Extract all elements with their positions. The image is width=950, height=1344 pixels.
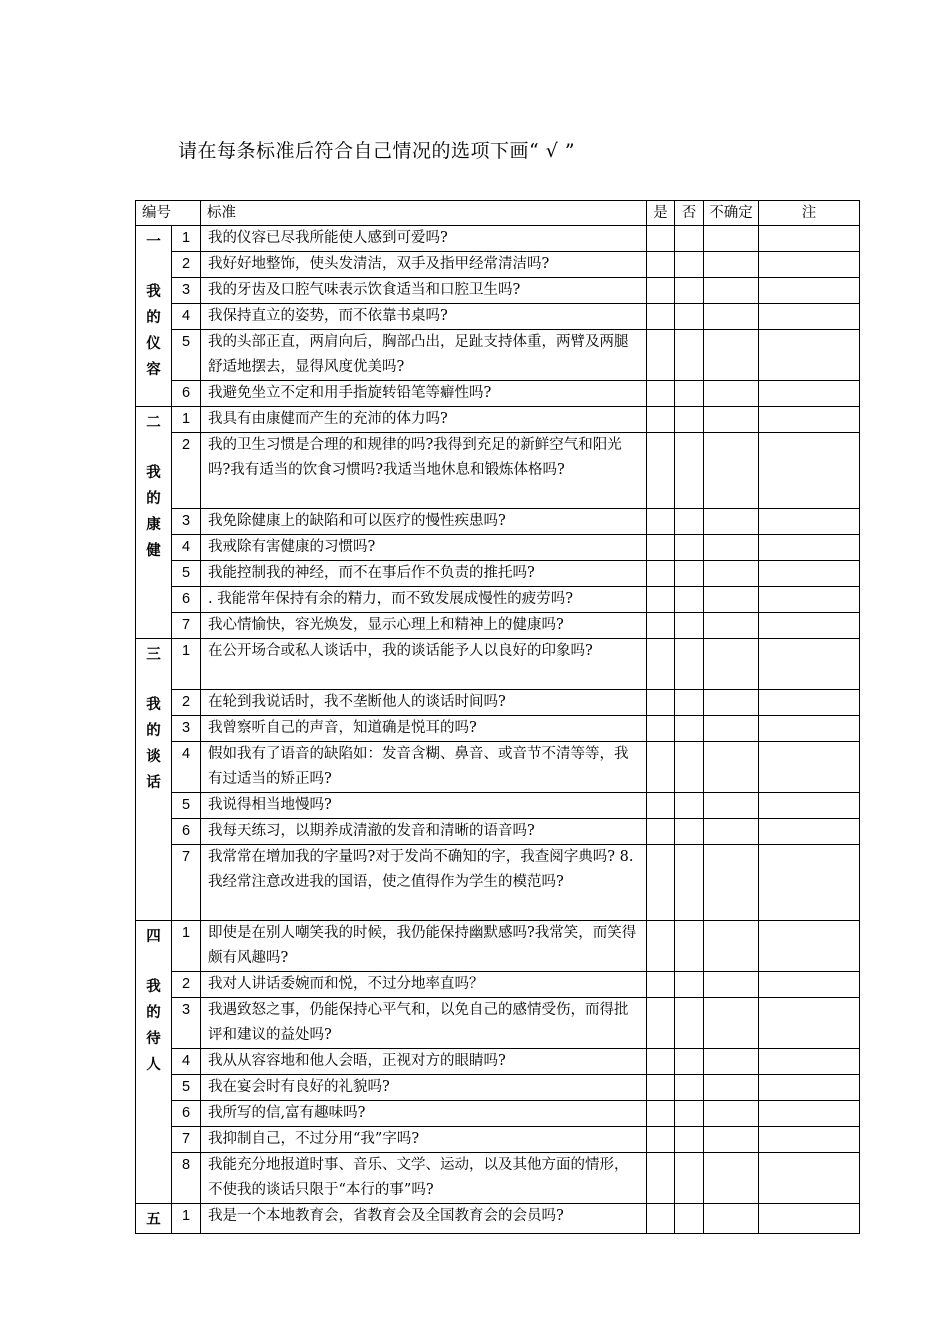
section-number: 三 [146, 646, 161, 663]
table-row [136, 1204, 860, 1234]
item-standard: 我能控制我的神经，而不在事后作不负责的推托吗? [201, 561, 647, 587]
header-yes: 是 [647, 201, 675, 226]
note-cell[interactable] [759, 1127, 860, 1153]
unsure-cell[interactable] [704, 509, 759, 535]
unsure-cell[interactable] [704, 433, 759, 509]
item-standard: 我的卫生习惯是合理的和规律的吗?我得到充足的新鲜空气和阳光吗?我有适当的饮食习惯吗?我适当地休息和锻炼体格吗? [201, 433, 647, 509]
note-cell[interactable] [759, 1153, 860, 1204]
no-cell[interactable] [675, 716, 704, 742]
table-row [136, 535, 860, 561]
no-cell[interactable] [675, 509, 704, 535]
section-number: 二 [146, 414, 161, 431]
item-index: 3 [172, 509, 201, 535]
item-index: 2 [172, 433, 201, 509]
yes-cell[interactable] [647, 252, 675, 278]
no-cell[interactable] [675, 1204, 704, 1234]
unsure-cell[interactable] [704, 1049, 759, 1075]
no-cell[interactable] [675, 613, 704, 639]
item-standard: 我所写的信,富有趣味吗? [201, 1101, 647, 1127]
section-title-char: 的 [146, 1004, 161, 1021]
unsure-cell[interactable] [704, 330, 759, 381]
yes-cell[interactable] [647, 793, 675, 819]
section-title-char: 待 [146, 1030, 161, 1047]
table-row [136, 407, 860, 433]
note-cell[interactable] [759, 433, 860, 509]
item-index: 2 [172, 252, 201, 278]
table-row [136, 845, 860, 921]
yes-cell[interactable] [647, 1049, 675, 1075]
no-cell[interactable] [675, 690, 704, 716]
unsure-cell[interactable] [704, 304, 759, 330]
item-standard: 我戒除有害健康的习惯吗? [201, 535, 647, 561]
table-row [136, 509, 860, 535]
item-index: 5 [172, 561, 201, 587]
item-standard: 我具有由康健而产生的充沛的体力吗? [201, 407, 647, 433]
no-cell[interactable] [675, 304, 704, 330]
section-cell [136, 639, 172, 921]
section-title-char: 的 [146, 309, 161, 326]
item-standard: 我好好地整饰，使头发清洁，双手及指甲经常清洁吗? [201, 252, 647, 278]
item-standard: 我对人讲话委婉而和悦，不过分地率直吗？ [201, 972, 647, 998]
section-title-char: 话 [146, 774, 161, 791]
yes-cell[interactable] [647, 278, 675, 304]
no-cell[interactable] [675, 819, 704, 845]
table-row [136, 381, 860, 407]
yes-cell[interactable] [647, 1153, 675, 1204]
item-index: 1 [172, 921, 201, 972]
note-cell[interactable] [759, 690, 860, 716]
section-title [136, 974, 171, 1078]
item-index: 1 [172, 407, 201, 433]
item-index: 4 [172, 1049, 201, 1075]
unsure-cell[interactable] [704, 1075, 759, 1101]
note-cell[interactable] [759, 278, 860, 304]
yes-cell[interactable] [647, 330, 675, 381]
yes-cell[interactable] [647, 381, 675, 407]
yes-cell[interactable] [647, 407, 675, 433]
section-title [136, 692, 171, 796]
section-title-char: 仪 [146, 335, 161, 352]
note-cell[interactable] [759, 1204, 860, 1234]
note-cell[interactable] [759, 407, 860, 433]
item-standard: 我保持直立的姿势，而不依靠书桌吗? [201, 304, 647, 330]
yes-cell[interactable] [647, 972, 675, 998]
item-standard: 假如我有了语音的缺陷如：发音含糊、鼻音、或音节不清等等，我有过适当的矫正吗? [201, 742, 647, 793]
yes-cell[interactable] [647, 639, 675, 690]
no-cell[interactable] [675, 1101, 704, 1127]
table-row [136, 716, 860, 742]
unsure-cell[interactable] [704, 1153, 759, 1204]
note-cell[interactable] [759, 613, 860, 639]
header-standard: 标准 [201, 201, 647, 226]
no-cell[interactable] [675, 587, 704, 613]
note-cell[interactable] [759, 252, 860, 278]
table-row [136, 1153, 860, 1204]
item-standard: 我曾察听自己的声音，知道确是悦耳的吗? [201, 716, 647, 742]
table-row [136, 998, 860, 1049]
yes-cell[interactable] [647, 509, 675, 535]
unsure-cell[interactable] [704, 845, 759, 921]
item-index: 2 [172, 972, 201, 998]
section-title-char: 的 [146, 490, 161, 507]
note-cell[interactable] [759, 819, 860, 845]
item-standard: 我心情愉快，容光焕发，显示心理上和精神上的健康吗? [201, 613, 647, 639]
note-cell[interactable] [759, 535, 860, 561]
table-row [136, 972, 860, 998]
item-standard: 我的仪容已尽我所能使人感到可爱吗? [201, 226, 647, 252]
unsure-cell[interactable] [704, 690, 759, 716]
note-cell[interactable] [759, 998, 860, 1049]
item-index: 2 [172, 690, 201, 716]
item-standard: 我常常在增加我的字量吗?对于发尚不确知的字，我查阅字典吗? 8. 我经常注意改进我的国语，使之值得作为学生的模范吗? [201, 845, 647, 921]
note-cell[interactable] [759, 1049, 860, 1075]
unsure-cell[interactable] [704, 742, 759, 793]
no-cell[interactable] [675, 639, 704, 690]
header-no: 否 [675, 201, 704, 226]
table-row [136, 639, 860, 690]
yes-cell[interactable] [647, 690, 675, 716]
table-row [136, 742, 860, 793]
item-index: 7 [172, 613, 201, 639]
item-standard: . 我能常年保持有余的精力，而不致发展成慢性的疲劳吗? [201, 587, 647, 613]
item-standard: 即使是在别人嘲笑我的时候，我仍能保持幽默感吗?我常笑，而笑得颇有风趣吗? [201, 921, 647, 972]
header-unsure: 不确定 [704, 201, 759, 226]
section-cell [136, 226, 172, 407]
unsure-cell[interactable] [704, 226, 759, 252]
item-standard: 我每天练习，以期养成清澈的发音和清晰的语音吗? [201, 819, 647, 845]
note-cell[interactable] [759, 226, 860, 252]
no-cell[interactable] [675, 1153, 704, 1204]
note-cell[interactable] [759, 381, 860, 407]
unsure-cell[interactable] [704, 1101, 759, 1127]
unsure-cell[interactable] [704, 535, 759, 561]
item-index: 4 [172, 742, 201, 793]
table-row [136, 252, 860, 278]
note-cell[interactable] [759, 587, 860, 613]
unsure-cell[interactable] [704, 793, 759, 819]
section-title-char: 我 [146, 464, 161, 481]
table-row [136, 793, 860, 819]
unsure-cell[interactable] [704, 972, 759, 998]
yes-cell[interactable] [647, 561, 675, 587]
unsure-cell[interactable] [704, 819, 759, 845]
note-cell[interactable] [759, 716, 860, 742]
yes-cell[interactable] [647, 1101, 675, 1127]
note-cell[interactable] [759, 561, 860, 587]
item-index: 1 [172, 226, 201, 252]
unsure-cell[interactable] [704, 613, 759, 639]
note-cell[interactable] [759, 742, 860, 793]
unsure-cell[interactable] [704, 587, 759, 613]
item-index: 6 [172, 1101, 201, 1127]
item-standard: 我能充分地报道时事、音乐、文学、运动，以及其他方面的情形，不使我的谈话只限于“本行的事”吗? [201, 1153, 647, 1204]
item-index: 1 [172, 1204, 201, 1234]
unsure-cell[interactable] [704, 1127, 759, 1153]
table-row [136, 561, 860, 587]
section-title-char: 健 [146, 542, 161, 559]
table-header-row [136, 201, 860, 226]
item-index: 5 [172, 1075, 201, 1101]
no-cell[interactable] [675, 998, 704, 1049]
table-row [136, 1049, 860, 1075]
item-index: 3 [172, 716, 201, 742]
no-cell[interactable] [675, 381, 704, 407]
unsure-cell[interactable] [704, 278, 759, 304]
item-index: 1 [172, 639, 201, 690]
item-index: 7 [172, 1127, 201, 1153]
table-row [136, 433, 860, 509]
yes-cell[interactable] [647, 304, 675, 330]
yes-cell[interactable] [647, 1127, 675, 1153]
yes-cell[interactable] [647, 226, 675, 252]
item-standard: 我说得相当地慢吗? [201, 793, 647, 819]
note-cell[interactable] [759, 304, 860, 330]
no-cell[interactable] [675, 252, 704, 278]
note-cell[interactable] [759, 1075, 860, 1101]
item-standard: 我的头部正直，两肩向后，胸部凸出，足趾支持体重，两臂及两腿舒适地摆去，显得风度优美吗? [201, 330, 647, 381]
header-note: 注 [759, 201, 860, 226]
yes-cell[interactable] [647, 433, 675, 509]
table-row [136, 1127, 860, 1153]
no-cell[interactable] [675, 1127, 704, 1153]
section-cell [136, 1204, 172, 1234]
no-cell[interactable] [675, 561, 704, 587]
section-title-char: 人 [146, 1056, 161, 1073]
note-cell[interactable] [759, 972, 860, 998]
yes-cell[interactable] [647, 587, 675, 613]
yes-cell[interactable] [647, 1075, 675, 1101]
no-cell[interactable] [675, 1049, 704, 1075]
table-row [136, 1101, 860, 1127]
yes-cell[interactable] [647, 921, 675, 972]
no-cell[interactable] [675, 921, 704, 972]
unsure-cell[interactable] [704, 921, 759, 972]
item-standard: 在公开场合或私人谈话中，我的谈话能予人以良好的印象吗? [201, 639, 647, 690]
yes-cell[interactable] [647, 1204, 675, 1234]
unsure-cell[interactable] [704, 252, 759, 278]
item-standard: 我从从容容地和他人会晤，正视对方的眼睛吗? [201, 1049, 647, 1075]
no-cell[interactable] [675, 845, 704, 921]
yes-cell[interactable] [647, 742, 675, 793]
item-index: 8 [172, 1153, 201, 1204]
table-row [136, 690, 860, 716]
item-index: 5 [172, 793, 201, 819]
section-number: 一 [146, 233, 161, 250]
note-cell[interactable] [759, 639, 860, 690]
table-row [136, 304, 860, 330]
table-row [136, 819, 860, 845]
table-row [136, 613, 860, 639]
no-cell[interactable] [675, 972, 704, 998]
yes-cell[interactable] [647, 613, 675, 639]
item-standard: 我在宴会时有良好的礼貌吗? [201, 1075, 647, 1101]
header-code: 编号 [136, 201, 201, 226]
note-cell[interactable] [759, 793, 860, 819]
section-title-char: 我 [146, 696, 161, 713]
table-row [136, 226, 860, 252]
no-cell[interactable] [675, 1075, 704, 1101]
item-standard: 我抑制自己，不过分用“我”字吗? [201, 1127, 647, 1153]
item-index: 6 [172, 819, 201, 845]
instruction-text: 请在每条标准后符合自己情况的选项下画“ √ ” [178, 140, 576, 162]
unsure-cell[interactable] [704, 716, 759, 742]
section-title-char: 我 [146, 978, 161, 995]
table-row [136, 330, 860, 381]
section-title-char: 我 [146, 283, 161, 300]
section-title [136, 279, 171, 383]
note-cell[interactable] [759, 509, 860, 535]
unsure-cell[interactable] [704, 381, 759, 407]
section-title-char: 的 [146, 722, 161, 739]
no-cell[interactable] [675, 433, 704, 509]
item-index: 3 [172, 278, 201, 304]
item-standard: 我的牙齿及口腔气味表示饮食适当和口腔卫生吗? [201, 278, 647, 304]
item-index: 6 [172, 587, 201, 613]
unsure-cell[interactable] [704, 407, 759, 433]
item-index: 4 [172, 535, 201, 561]
self-assessment-table [135, 200, 860, 1234]
yes-cell[interactable] [647, 819, 675, 845]
yes-cell[interactable] [647, 998, 675, 1049]
table-row [136, 1075, 860, 1101]
note-cell[interactable] [759, 845, 860, 921]
unsure-cell[interactable] [704, 1204, 759, 1234]
section-title-char: 康 [146, 516, 161, 533]
yes-cell[interactable] [647, 716, 675, 742]
unsure-cell[interactable] [704, 561, 759, 587]
no-cell[interactable] [675, 535, 704, 561]
no-cell[interactable] [675, 278, 704, 304]
section-number: 五 [146, 1211, 161, 1228]
item-index: 4 [172, 304, 201, 330]
item-standard: 我遇致怒之事，仍能保持心平气和，以免自己的感情受伤，而得批评和建议的益处吗? [201, 998, 647, 1049]
table-row [136, 921, 860, 972]
no-cell[interactable] [675, 226, 704, 252]
yes-cell[interactable] [647, 845, 675, 921]
item-index: 6 [172, 381, 201, 407]
item-standard: 在轮到我说话时，我不垄断他人的谈话时间吗? [201, 690, 647, 716]
item-index: 3 [172, 998, 201, 1049]
section-title-char: 容 [146, 361, 161, 378]
unsure-cell[interactable] [704, 639, 759, 690]
note-cell[interactable] [759, 1101, 860, 1127]
table-row [136, 278, 860, 304]
item-standard: 我是一个本地教育会，省教育会及全国教育会的会员吗? [201, 1204, 647, 1234]
section-cell [136, 407, 172, 639]
note-cell[interactable] [759, 921, 860, 972]
item-standard: 我免除健康上的缺陷和可以医疗的慢性疾患吗? [201, 509, 647, 535]
section-title-char: 谈 [146, 748, 161, 765]
no-cell[interactable] [675, 793, 704, 819]
item-index: 5 [172, 330, 201, 381]
section-title [136, 460, 171, 564]
no-cell[interactable] [675, 330, 704, 381]
yes-cell[interactable] [647, 535, 675, 561]
section-number: 四 [146, 928, 161, 945]
no-cell[interactable] [675, 742, 704, 793]
note-cell[interactable] [759, 330, 860, 381]
no-cell[interactable] [675, 407, 704, 433]
unsure-cell[interactable] [704, 998, 759, 1049]
item-standard: 我避免坐立不定和用手指旋转铅笔等癖性吗? [201, 381, 647, 407]
item-index: 7 [172, 845, 201, 921]
table-row [136, 587, 860, 613]
section-cell [136, 921, 172, 1204]
